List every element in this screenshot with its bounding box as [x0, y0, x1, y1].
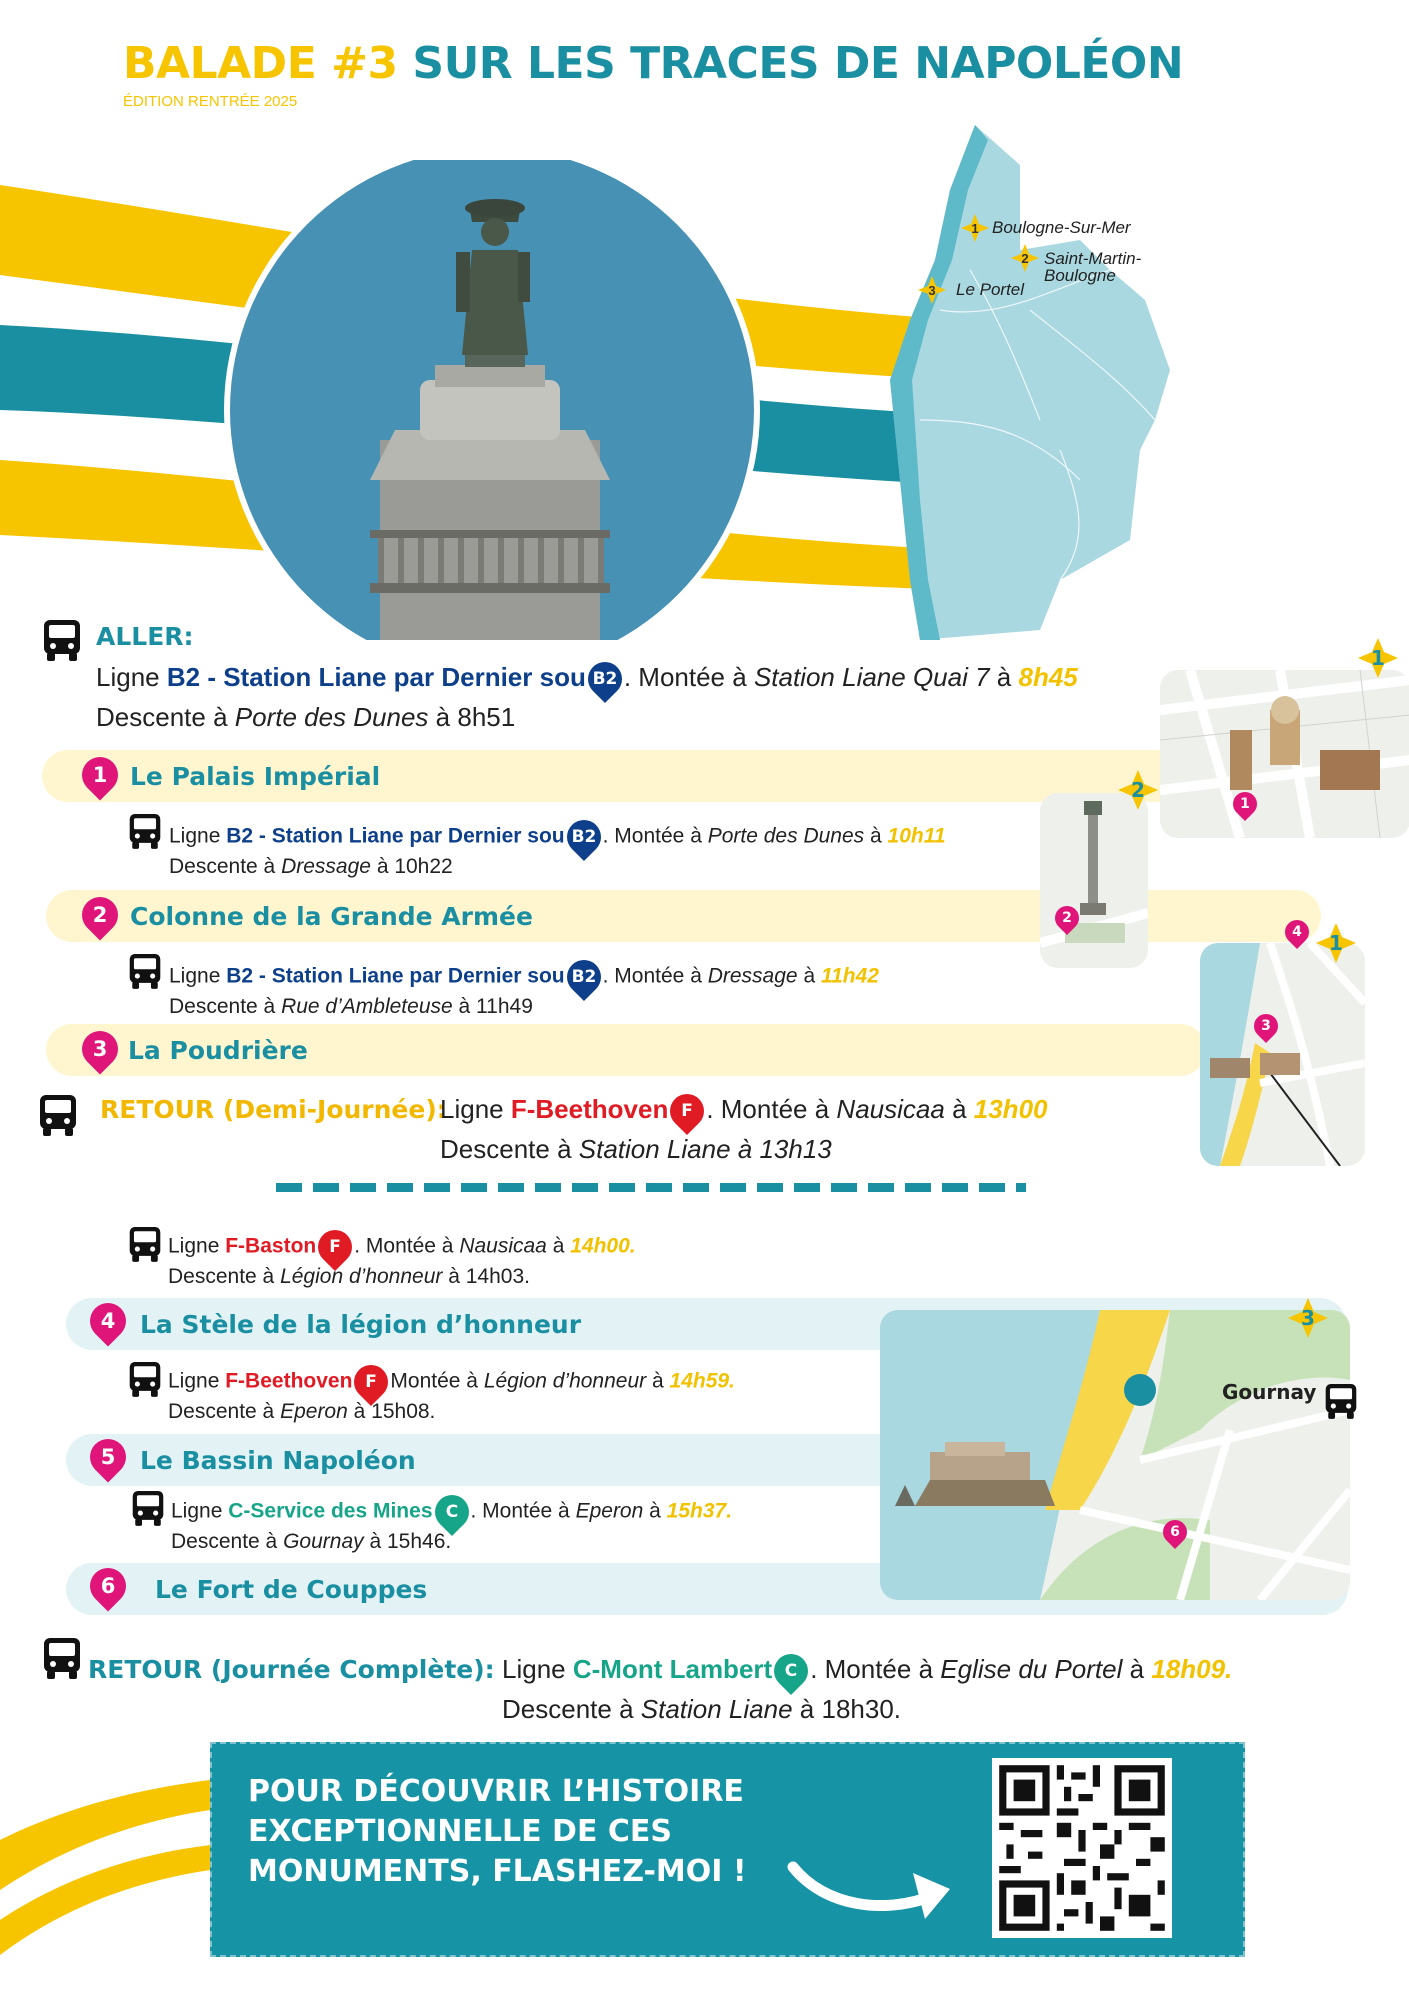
bus-icon	[131, 1489, 165, 1527]
arrow-icon	[785, 1837, 965, 1937]
c-line-badge: C	[427, 1488, 475, 1536]
retour-demi-heading: RETOUR (Demi-Journée):	[100, 1095, 447, 1124]
bottom-stripes	[0, 1760, 230, 2000]
stop-title-3: La Poudrière	[128, 1036, 308, 1065]
town-label-le-portel: Le Portel	[956, 280, 1025, 299]
aller-heading: ALLER:	[96, 622, 194, 651]
bus-icon	[1324, 1382, 1358, 1420]
leg-5-line: Ligne C-Service des Mines C . Montée à Eperon à 15h37.	[171, 1495, 732, 1529]
c-line-badge: C	[767, 1647, 815, 1695]
retour-demi-descente: Descente à Station Liane à 13h13	[440, 1134, 832, 1164]
stop-title-6: Le Fort de Couppes	[155, 1575, 428, 1604]
fort-illustration	[885, 1440, 1055, 1506]
leg-2-descente: Descente à Rue d’Ambleteuse à 11h49	[169, 995, 533, 1018]
b2-line-badge: B2	[560, 813, 608, 861]
page-title	[123, 38, 1183, 89]
f-line-badge: F	[311, 1223, 359, 1271]
cta-text: POUR DÉCOUVRIR L’HISTOIRE EXCEPTIONNELLE DE CES MONUMENTS, FLASHEZ-MOI !	[248, 1774, 747, 1889]
qr-code[interactable]	[992, 1758, 1172, 1938]
town-label-saint-martin: Saint-Martin-	[1044, 249, 1142, 268]
bus-icon	[128, 952, 162, 990]
stop-pin-1: 1	[75, 750, 126, 801]
svg-text:1: 1	[971, 221, 979, 236]
bus-icon	[42, 1636, 82, 1680]
edition-subtitle: ÉDITION RENTRÉE 2025	[123, 93, 298, 110]
stop-pin-2: 2	[75, 890, 126, 941]
f-line-badge: F	[347, 1358, 395, 1406]
leg-1-line: Ligne B2 - Station Liane par Dernier sou B2 . Montée à Porte des Dunes à 10h11	[169, 820, 946, 854]
tile-pin-1: 1	[1228, 787, 1262, 821]
bus-icon	[38, 1093, 78, 1137]
retour-complete-heading: RETOUR (Journée Complète):	[88, 1655, 495, 1684]
town-label-saint-martin-2: Boulogne	[1044, 266, 1116, 285]
stop-title-1: Le Palais Impérial	[130, 762, 381, 791]
bus-icon	[42, 618, 82, 662]
gournay-label: Gournay	[1222, 1380, 1317, 1404]
stop-pin-6: 6	[83, 1561, 134, 1612]
svg-text:2: 2	[1021, 251, 1029, 266]
map-tile-palais	[1160, 670, 1409, 838]
tile-pin-2: 2	[1050, 901, 1084, 935]
leg-4-descente: Descente à Eperon à 15h08.	[168, 1400, 436, 1423]
b2-line-badge: B2	[560, 953, 608, 1001]
stop-pin-5: 5	[83, 1432, 134, 1483]
star-marker-icon	[1115, 767, 1161, 813]
title-part-1: BALADE #3	[123, 38, 398, 89]
bus-icon	[128, 1225, 162, 1263]
bus-icon	[128, 812, 162, 850]
stop-pin-3: 3	[75, 1024, 126, 1075]
svg-text:1: 1	[1371, 646, 1385, 670]
stop-pin-4: 4	[83, 1296, 134, 1347]
svg-text:1: 1	[1329, 931, 1343, 955]
aller-line-name: B2 - Station Liane par Dernier sou	[166, 662, 586, 692]
aller-line-2: Descente à Porte des Dunes à 8h51	[96, 702, 516, 732]
area-map	[880, 120, 1220, 650]
map-tile-colonne	[1040, 793, 1148, 968]
map-tile-poudriere	[1200, 943, 1365, 1166]
leg-4-line: Ligne F-Beethoven F Montée à Légion d’honneur à 14h59.	[168, 1365, 735, 1399]
stop-title-2: Colonne de la Grande Armée	[130, 902, 533, 931]
svg-text:3: 3	[928, 283, 936, 298]
retour-complete-descente: Descente à Station Liane à 18h30.	[502, 1694, 902, 1724]
bus-icon	[128, 1360, 162, 1398]
star-marker-icon	[1355, 635, 1401, 681]
leg-3-descente: Descente à Légion d’honneur à 14h03.	[168, 1265, 530, 1288]
leg-1-descente: Descente à Dressage à 10h22	[169, 855, 453, 878]
tile-pin-3: 3	[1249, 1009, 1283, 1043]
stop-title-5: Le Bassin Napoléon	[140, 1446, 416, 1475]
qr-call-to-action	[210, 1742, 1245, 1957]
retour-demi-line: Ligne F-Beethoven F . Montée à Nausicaa à 13h00	[440, 1092, 1048, 1128]
leg-2-line: Ligne B2 - Station Liane par Dernier sou B2 . Montée à Dressage à 11h42	[169, 960, 879, 994]
retour-complete-line: Ligne C-Mont Lambert C . Montée à Eglise du Portel à 18h09.	[502, 1652, 1232, 1688]
star-marker-icon	[1313, 920, 1359, 966]
leg-3-line: Ligne F-Baston F . Montée à Nausicaa à 14h00.	[168, 1230, 636, 1264]
star-marker-icon	[1285, 1295, 1331, 1341]
aller-line-1: Ligne B2 - Station Liane par Dernier sou B2 . Montée à Station Liane Quai 7 à 8h45	[96, 660, 1078, 696]
svg-text:3: 3	[1301, 1306, 1315, 1330]
tile-pin-4: 4	[1280, 915, 1314, 949]
town-label-boulogne: Boulogne-Sur-Mer	[992, 218, 1131, 237]
svg-text:2: 2	[1131, 778, 1145, 802]
tile-pin-6: 6	[1158, 1515, 1192, 1549]
leg-5-descente: Descente à Gournay à 15h46.	[171, 1530, 452, 1553]
napoleon-column-photo	[220, 160, 765, 640]
f-line-badge: F	[663, 1087, 711, 1135]
stop-title-4: La Stèle de la légion d’honneur	[140, 1310, 582, 1339]
b2-line-badge: B2	[581, 655, 629, 703]
title-part-2: SUR LES TRACES DE NAPOLÉON	[412, 38, 1184, 89]
